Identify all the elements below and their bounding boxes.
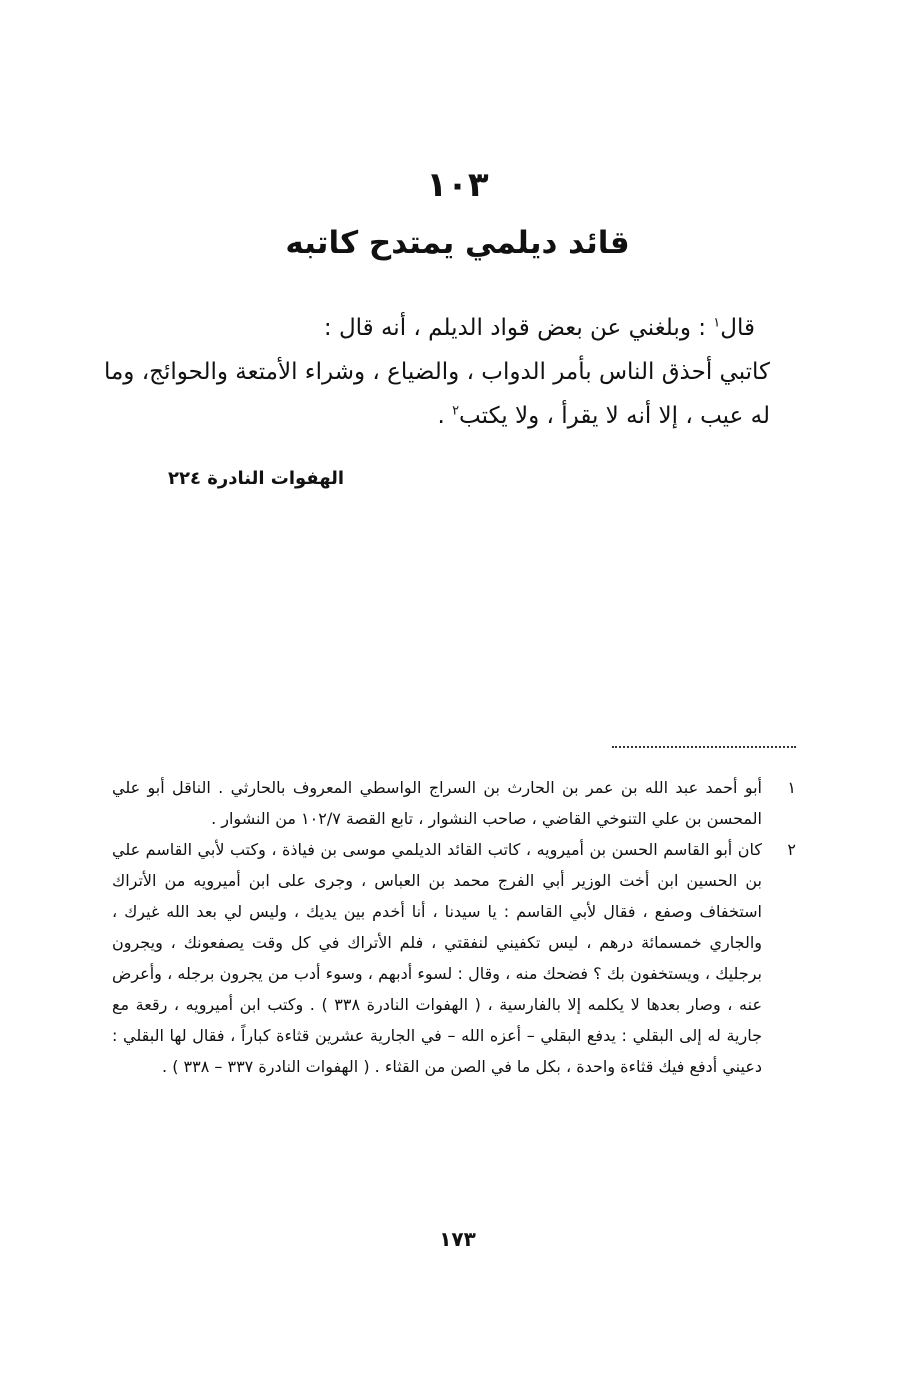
footnotes (112, 772, 796, 1082)
source-citation: الهفوات النادرة ٢٢٤ (168, 468, 345, 489)
footnote-ref-1: ١ (713, 315, 721, 331)
story-body (95, 306, 805, 438)
footnote-1 (112, 772, 796, 834)
footnote-1-marker: ١ (787, 778, 796, 797)
footnote-2-text: كان أبو القاسم الحسن بن أميرويه ، كاتب القائد الديلمي موسى بن فياذة ، وكتب لأبي القاسم علي بن الحسين ابن أخت الوزير أبي الفرج محمد بن العباس ، وجرى على ابن أميرويه من الأتراك استخفاف وصفع ، فقال لأبي القاسم : يا سيدنا ، أنا أخدم بين يديك ، وليس لي بعد الله غيرك ، والجاري خمسمائة درهم ، ليس تكفيني لنفقتي ، فلم الأتراك في كل وقت يصفعونك ، ويجرون برجليك ، ويستخفون بك ؟ فضحك منه ، وقال : لسوء أدبهم ، وسوء أدب من يجرون برجله ، وأعرض عنه ، وصار بعدها لا يكلمه إلا بالفارسية ، ( الهفوات النادرة ٣٣٨ ) . وكتب ابن أميرويه ، رقعة مع جارية له إلى البقلي : يدفع البقلي – أعزه الله – في الجارية عشرين قثاءة كباراً ، فقال لها البقلي : دعيني أدفع فيك قثاءة واحدة ، بكل ما في الصن من القثاء . ( الهفوات النادرة ٣٣٧ – ٣٣٨ ) . (112, 840, 763, 1076)
footnote-2 (112, 834, 796, 1082)
story-paragraph-2 (95, 350, 805, 438)
section-number: ١٠٣ (426, 165, 489, 205)
story-paragraph-1-rest: : وبلغني عن بعض قواد الديلم ، أنه قال : (323, 315, 714, 341)
story-paragraph-2-text: كاتبي أحذق الناس بأمر الدواب ، والضياع ، وشراء الأمتعة والحوائج، وما له عيب ، إلا أنه لا يقرأ ، ولا يكتب (103, 359, 770, 429)
story-paragraph-1-text: قال (720, 315, 755, 341)
story-paragraph-1 (95, 306, 805, 350)
page-number: ١٧٣ (439, 1227, 476, 1251)
footnote-1-text: أبو أحمد عبد الله بن عمر بن الحارث بن السراج الواسطي المعروف بالحارثي . الناقل أبو علي المحسن بن علي التنوخي القاضي ، صاحب النشوار ، تابع القصة ١٠٢/٧ من النشوار . (112, 778, 762, 828)
story-paragraph-2-end: . (437, 403, 453, 429)
story-title: قائد ديلمي يمتدح كاتبه (285, 225, 630, 261)
footnote-separator (612, 746, 796, 748)
footnote-2-marker: ٢ (787, 840, 796, 859)
footnote-ref-2: ٢ (452, 403, 460, 419)
